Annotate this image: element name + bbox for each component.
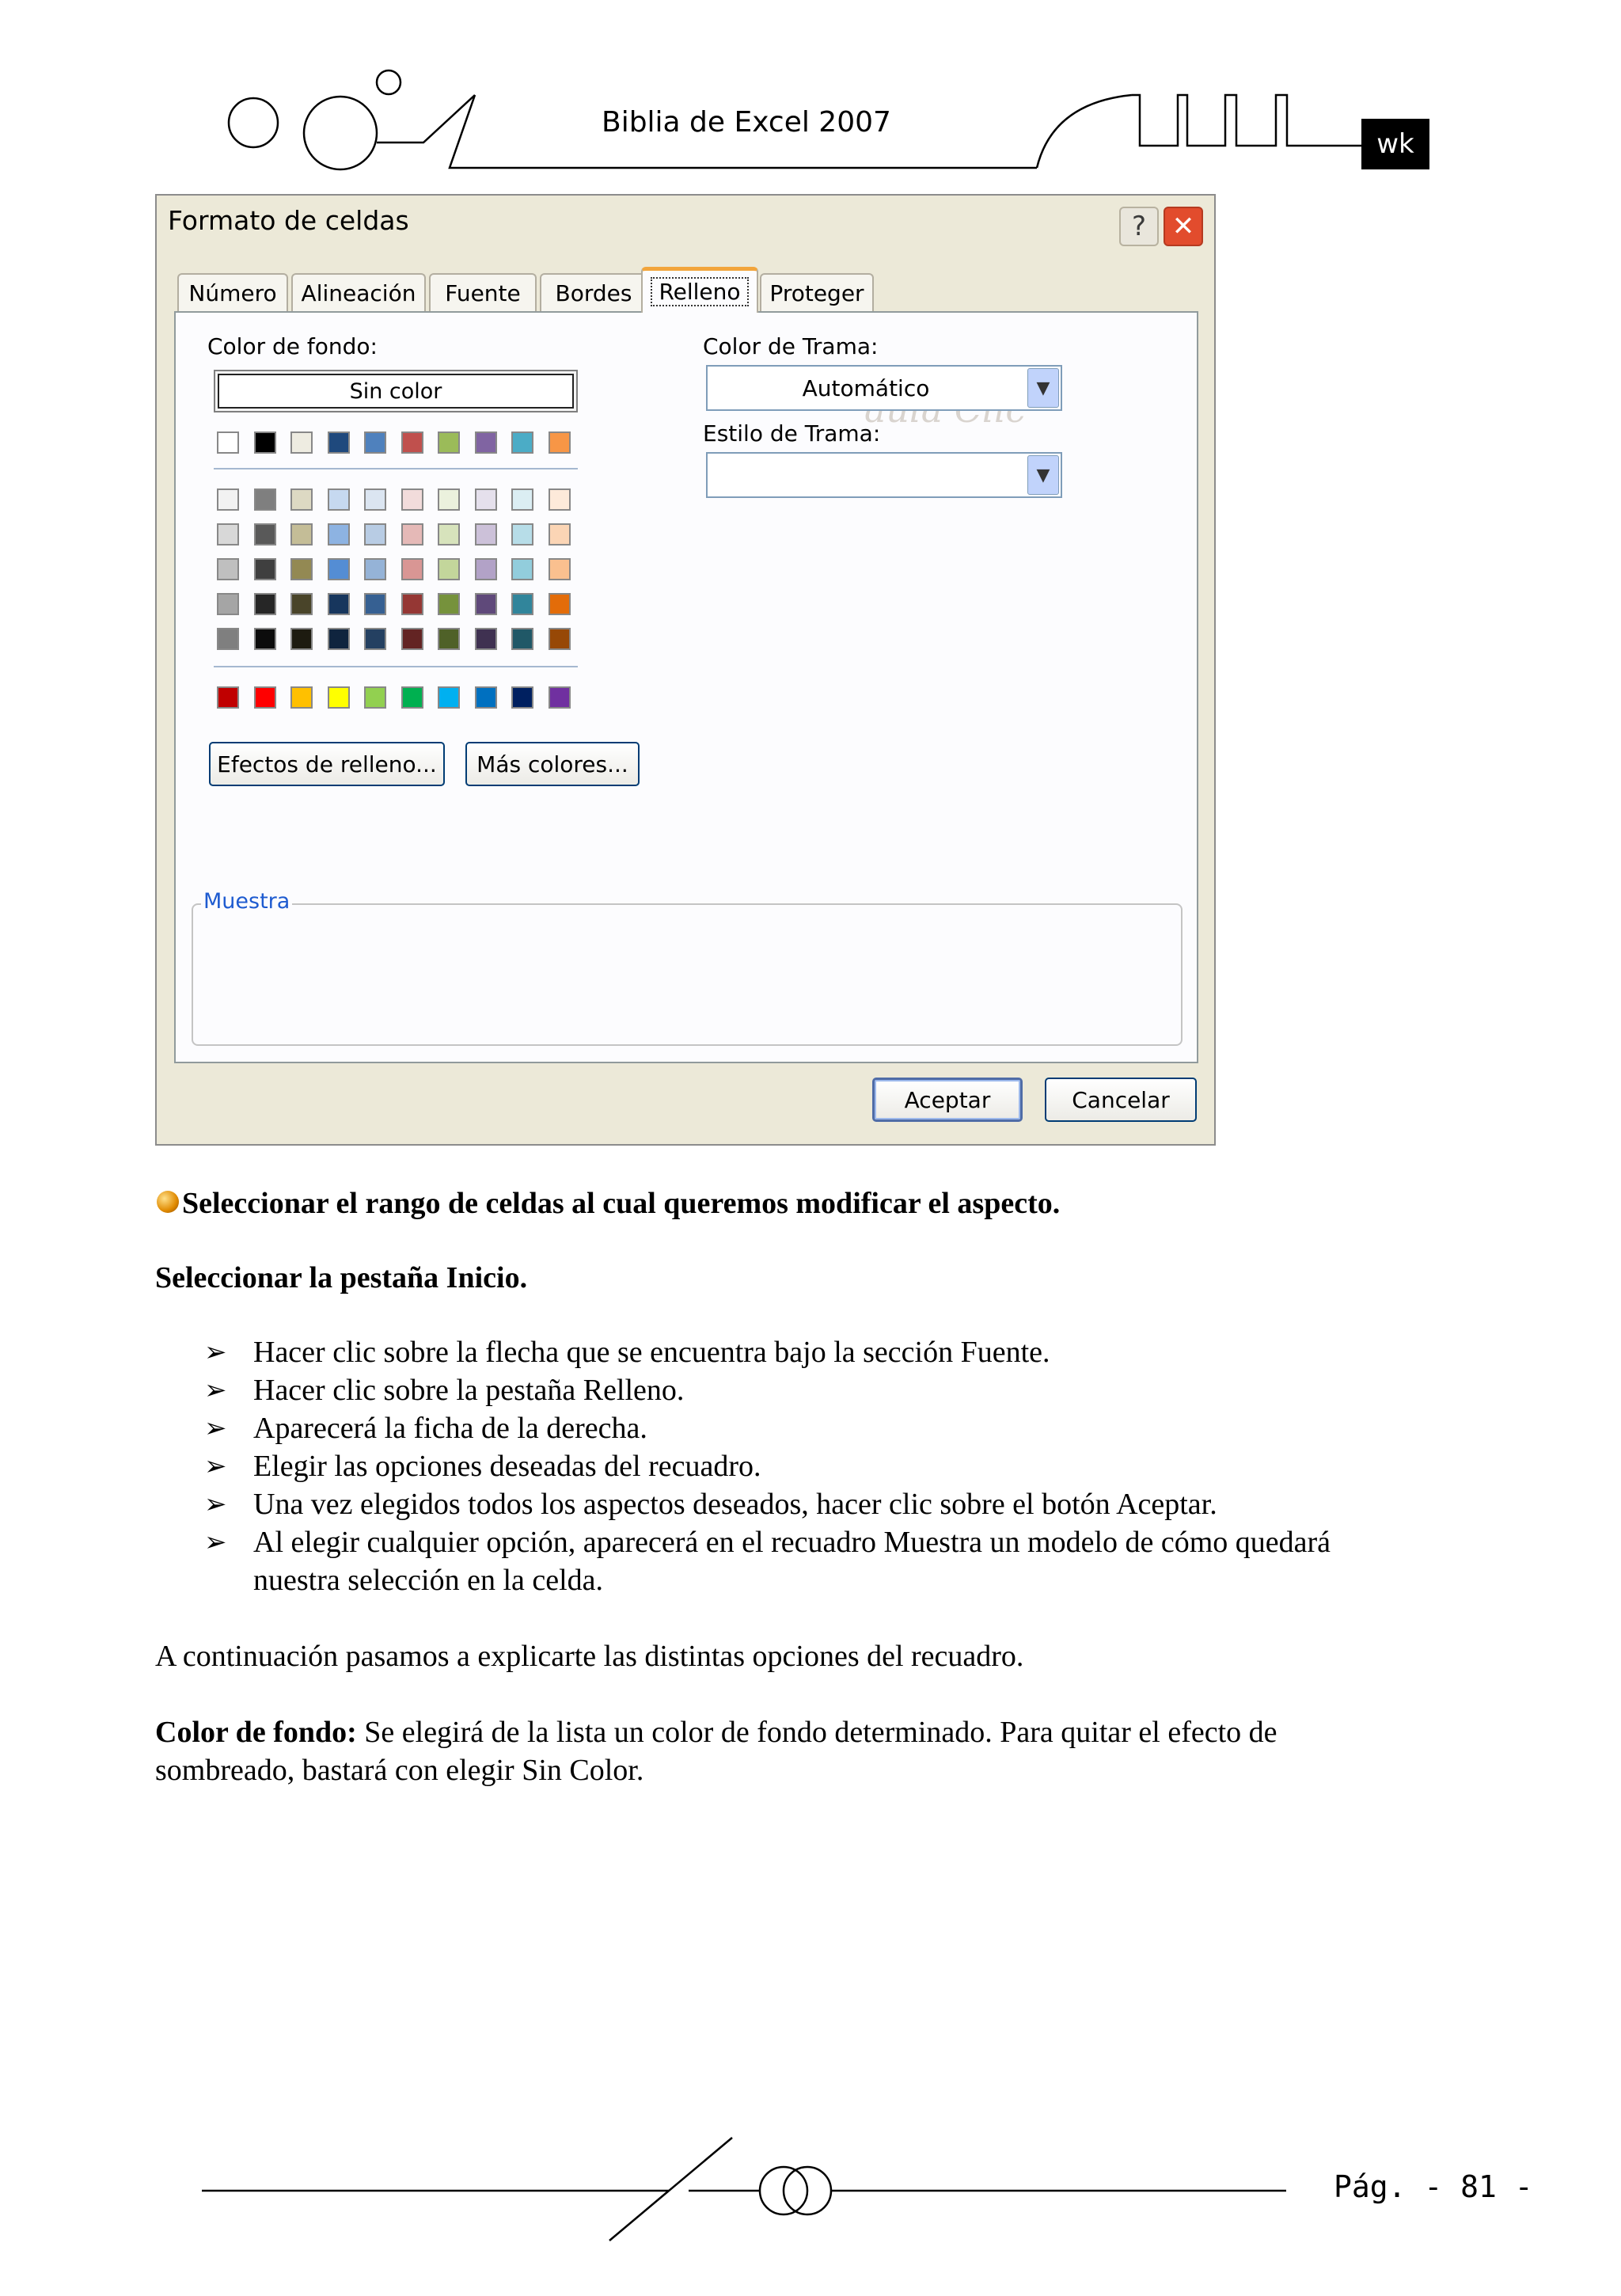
color-swatch[interactable] bbox=[254, 593, 276, 615]
sample-label: Muestra bbox=[201, 889, 292, 914]
step-heading: Seleccionar el rango de celdas al cual queremos modificar el aspecto. bbox=[182, 1187, 1061, 1220]
color-swatch[interactable] bbox=[328, 488, 350, 511]
color-swatch[interactable] bbox=[254, 686, 276, 709]
definition-text: Se elegirá de la lista un color de fondo determinado. Para quitar el efecto de bbox=[356, 1716, 1277, 1749]
tab-label: Relleno bbox=[651, 277, 748, 306]
color-swatch[interactable] bbox=[475, 628, 497, 650]
color-swatch[interactable] bbox=[290, 523, 313, 545]
color-swatch[interactable] bbox=[401, 558, 423, 580]
more-colors-button[interactable]: Más colores... bbox=[465, 742, 640, 786]
color-swatch[interactable] bbox=[328, 593, 350, 615]
chevron-down-icon[interactable]: ▼ bbox=[1027, 455, 1059, 495]
color-swatch[interactable] bbox=[438, 593, 460, 615]
pattern-color-select[interactable] bbox=[706, 365, 1062, 411]
tab-proteger[interactable] bbox=[760, 273, 874, 311]
color-swatch[interactable] bbox=[438, 628, 460, 650]
arrow-bullet-icon: ➢ bbox=[204, 1526, 227, 1558]
color-swatch[interactable] bbox=[438, 431, 460, 454]
color-swatch[interactable] bbox=[254, 523, 276, 545]
list-item-continuation: nuestra selección en la celda. bbox=[253, 1564, 604, 1597]
color-swatch[interactable] bbox=[217, 686, 239, 709]
sample-box bbox=[192, 889, 1183, 1046]
color-swatch[interactable] bbox=[438, 488, 460, 511]
color-swatch[interactable] bbox=[328, 628, 350, 650]
color-swatch[interactable] bbox=[217, 431, 239, 454]
color-swatch[interactable] bbox=[549, 628, 571, 650]
close-button[interactable]: ✕ bbox=[1164, 207, 1203, 246]
color-swatch[interactable] bbox=[475, 431, 497, 454]
no-color-button[interactable] bbox=[214, 370, 578, 412]
color-swatch[interactable] bbox=[364, 488, 386, 511]
color-swatch[interactable] bbox=[217, 523, 239, 545]
color-swatch[interactable] bbox=[254, 558, 276, 580]
color-swatch[interactable] bbox=[290, 431, 313, 454]
help-button[interactable]: ? bbox=[1119, 207, 1159, 246]
palette-separator bbox=[214, 468, 578, 469]
color-swatch[interactable] bbox=[290, 686, 313, 709]
header-title: Biblia de Excel 2007 bbox=[602, 106, 891, 139]
color-swatch[interactable] bbox=[217, 488, 239, 511]
color-swatch[interactable] bbox=[475, 488, 497, 511]
color-swatch[interactable] bbox=[364, 431, 386, 454]
fill-effects-button[interactable]: Efectos de relleno... bbox=[209, 742, 445, 786]
list-item: Hacer clic sobre la flecha que se encuentra bajo la sección Fuente. bbox=[253, 1336, 1050, 1369]
intro-paragraph: A continuación pasamos a explicarte las distintas opciones del recuadro. bbox=[155, 1640, 1024, 1673]
background-color-label: Color de fondo: bbox=[207, 333, 378, 359]
color-swatch[interactable] bbox=[549, 686, 571, 709]
pattern-style-label: Estilo de Trama: bbox=[703, 420, 881, 447]
color-swatch[interactable] bbox=[328, 431, 350, 454]
list-item: Elegir las opciones deseadas del recuadro. bbox=[253, 1450, 761, 1483]
arrow-bullet-icon: ➢ bbox=[204, 1488, 227, 1520]
tab-label: Fuente bbox=[445, 279, 521, 306]
color-swatch[interactable] bbox=[549, 488, 571, 511]
color-swatch[interactable] bbox=[364, 628, 386, 650]
header-badge: wk bbox=[1361, 119, 1429, 169]
color-swatch[interactable] bbox=[511, 686, 533, 709]
format-cells-dialog bbox=[155, 194, 1216, 1146]
pattern-color-label: Color de Trama: bbox=[703, 333, 879, 359]
tab-label: Bordes bbox=[555, 279, 632, 306]
cancel-button[interactable]: Cancelar bbox=[1045, 1078, 1197, 1122]
color-swatch[interactable] bbox=[401, 628, 423, 650]
tab-fuente[interactable] bbox=[429, 273, 537, 311]
color-swatch[interactable] bbox=[254, 488, 276, 511]
color-swatch[interactable] bbox=[401, 488, 423, 511]
color-swatch[interactable] bbox=[217, 558, 239, 580]
color-swatch[interactable] bbox=[254, 431, 276, 454]
fill-tab-panel bbox=[174, 311, 1198, 1063]
color-swatch[interactable] bbox=[401, 431, 423, 454]
arrow-bullet-icon: ➢ bbox=[204, 1450, 227, 1482]
color-swatch[interactable] bbox=[438, 558, 460, 580]
color-swatch[interactable] bbox=[549, 593, 571, 615]
color-swatch[interactable] bbox=[549, 558, 571, 580]
tab-bordes[interactable] bbox=[540, 273, 647, 311]
pattern-style-select[interactable] bbox=[706, 452, 1062, 498]
color-swatch[interactable] bbox=[549, 523, 571, 545]
list-item: Aparecerá la ficha de la derecha. bbox=[253, 1412, 647, 1445]
definition-term: Color de fondo: bbox=[155, 1716, 357, 1749]
arrow-bullet-icon: ➢ bbox=[204, 1374, 227, 1406]
color-swatch[interactable] bbox=[438, 686, 460, 709]
tab-relleno[interactable] bbox=[641, 267, 758, 313]
palette-separator bbox=[214, 666, 578, 667]
color-swatch[interactable] bbox=[328, 686, 350, 709]
color-swatch[interactable] bbox=[401, 523, 423, 545]
color-swatch[interactable] bbox=[217, 628, 239, 650]
arrow-bullet-icon: ➢ bbox=[204, 1336, 227, 1368]
color-swatch[interactable] bbox=[290, 488, 313, 511]
arrow-bullet-icon: ➢ bbox=[204, 1412, 227, 1444]
orange-bullet-icon bbox=[157, 1191, 179, 1213]
color-swatch[interactable] bbox=[364, 558, 386, 580]
page-number: Pág. - 81 - bbox=[1334, 2169, 1533, 2204]
no-color-label: Sin color bbox=[218, 374, 574, 409]
color-swatch[interactable] bbox=[290, 558, 313, 580]
chevron-down-icon[interactable]: ▼ bbox=[1027, 368, 1059, 408]
color-swatch[interactable] bbox=[290, 628, 313, 650]
list-item: Al elegir cualquier opción, aparecerá en el recuadro Muestra un modelo de cómo quedará bbox=[253, 1526, 1331, 1559]
color-swatch[interactable] bbox=[328, 558, 350, 580]
color-swatch[interactable] bbox=[511, 488, 533, 511]
definition-line-2: sombreado, bastará con elegir Sin Color. bbox=[155, 1754, 644, 1787]
color-swatch[interactable] bbox=[511, 628, 533, 650]
color-swatch[interactable] bbox=[401, 593, 423, 615]
color-swatch[interactable] bbox=[475, 686, 497, 709]
color-swatch[interactable] bbox=[511, 558, 533, 580]
dialog-title: Formato de celdas bbox=[168, 205, 409, 236]
color-swatch[interactable] bbox=[401, 686, 423, 709]
pattern-style-value bbox=[708, 454, 1024, 496]
color-swatch[interactable] bbox=[475, 558, 497, 580]
ok-button[interactable]: Aceptar bbox=[872, 1078, 1023, 1122]
list-item: Hacer clic sobre la pestaña Relleno. bbox=[253, 1374, 685, 1407]
color-swatch[interactable] bbox=[511, 593, 533, 615]
color-swatch[interactable] bbox=[364, 686, 386, 709]
definition-line-1 bbox=[155, 1713, 1277, 1751]
color-swatch[interactable] bbox=[290, 593, 313, 615]
color-swatch[interactable] bbox=[364, 523, 386, 545]
tab-instruction: Seleccionar la pestaña Inicio. bbox=[155, 1261, 528, 1294]
color-swatch[interactable] bbox=[549, 431, 571, 454]
color-swatch[interactable] bbox=[254, 628, 276, 650]
color-swatch[interactable] bbox=[217, 593, 239, 615]
color-swatch[interactable] bbox=[364, 593, 386, 615]
color-swatch[interactable] bbox=[475, 523, 497, 545]
color-swatch[interactable] bbox=[438, 523, 460, 545]
list-item: Una vez elegidos todos los aspectos deseados, hacer clic sobre el botón Aceptar. bbox=[253, 1488, 1217, 1521]
color-swatch[interactable] bbox=[328, 523, 350, 545]
tab-label: Alineación bbox=[301, 279, 416, 306]
tab-label: Proteger bbox=[769, 279, 864, 306]
tab-alineacion[interactable] bbox=[291, 273, 426, 311]
pattern-color-value: Automático bbox=[802, 374, 930, 401]
tab-numero[interactable] bbox=[177, 273, 288, 311]
color-swatch[interactable] bbox=[511, 523, 533, 545]
color-swatch[interactable] bbox=[475, 593, 497, 615]
color-swatch[interactable] bbox=[511, 431, 533, 454]
tab-label: Número bbox=[188, 279, 277, 306]
